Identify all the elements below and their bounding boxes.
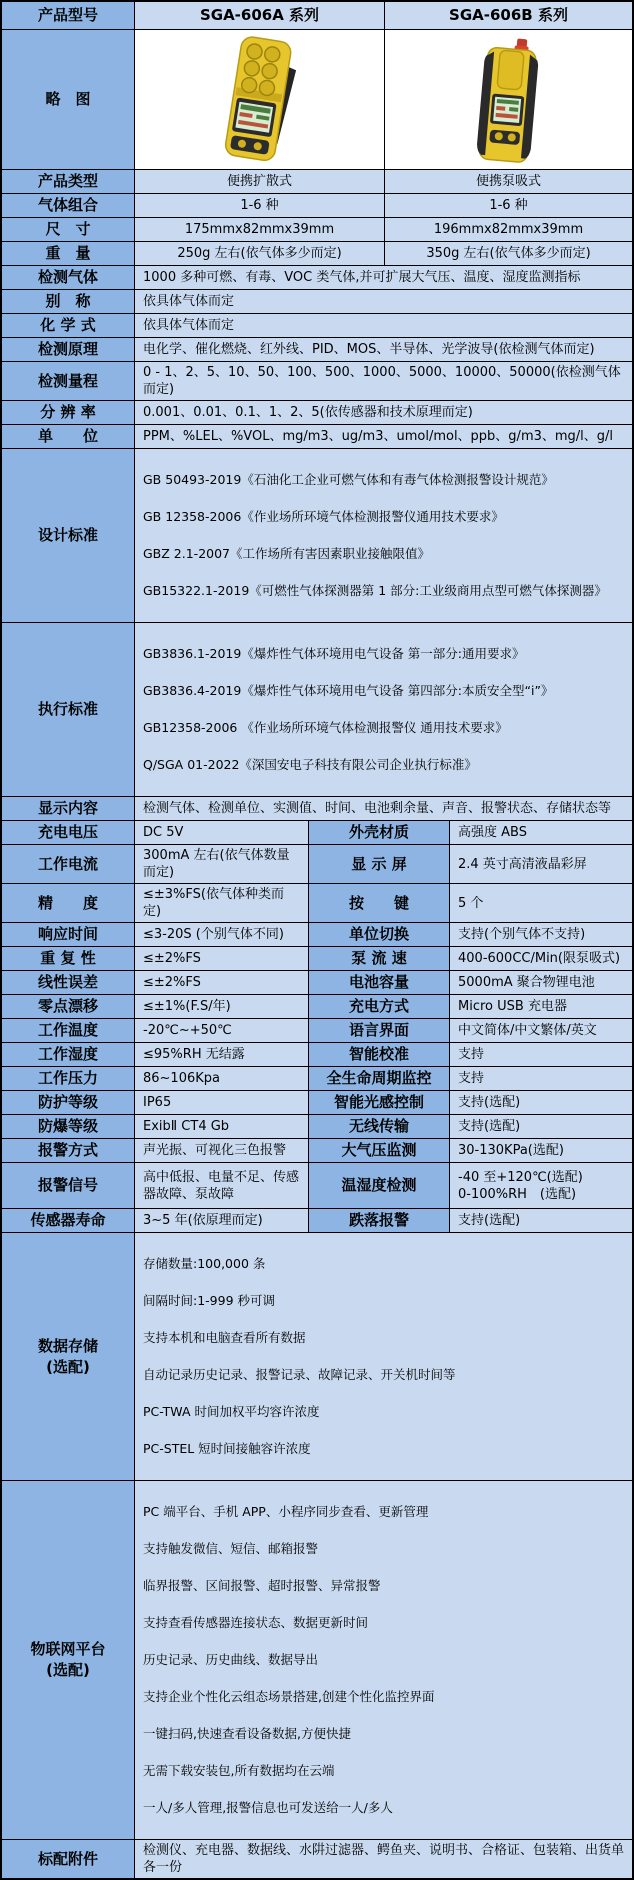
row-label-2: 全生命周期监控 [309, 1067, 450, 1090]
series-a-title: SGA-606A 系列 [135, 2, 385, 29]
row-label-2: 泵 流 速 [309, 947, 450, 970]
row-value: ≤±3%FS(依气体种类而定) [135, 884, 309, 922]
table-row-sensor-life [2, 1209, 632, 1233]
row-label: 检测量程 [2, 362, 135, 400]
row-value: 高中低报、电量不足、传感器故障、泵故障 [135, 1163, 309, 1208]
row-value-2: -40 至+120℃(选配) 0-100%RH (选配) [450, 1163, 632, 1208]
row-label-2: 外壳材质 [309, 821, 450, 844]
row-label-2: 按 键 [309, 884, 450, 922]
row-value: 1000 多种可燃、有毒、VOC 类气体,并可扩展大气压、温度、湿度监测指标 [135, 266, 632, 289]
row-label: 传感器寿命 [2, 1209, 135, 1232]
standard-line: GB15322.1-2019《可燃性气体探测器第 1 部分:工业级商用点型可燃气体探测器》 [143, 583, 607, 598]
feature-line: 一人/多人管理,报警信息也可发送给一人/多人 [143, 1800, 393, 1815]
table-row-explosionproof-rating [2, 1115, 632, 1139]
table-row-gas-combination [2, 194, 632, 218]
value-a: 1-6 种 [135, 194, 385, 217]
row-value: 电化学、催化燃烧、红外线、PID、MOS、半导体、光学波导(依检测气体而定) [135, 338, 632, 361]
row-label: 略 图 [2, 30, 135, 169]
row-label: 重 量 [2, 242, 135, 265]
row-value: PPM、%LEL、%VOL、mg/m3、ug/m3、umol/mol、ppb、g/m3、mg/l、g/l [135, 425, 632, 448]
row-value: ≤±1%(F.S/年) [135, 995, 309, 1018]
standard-line: GB3836.4-2019《爆炸性气体环境用电气设备 第四部分:本质安全型“i”》 [143, 683, 554, 698]
row-value: ExibⅡ CT4 Gb [135, 1115, 309, 1138]
row-label: 单 位 [2, 425, 135, 448]
series-b-title: SGA-606B 系列 [385, 2, 632, 29]
row-value-2: 支持(选配) [450, 1115, 632, 1138]
row-label: 显示内容 [2, 797, 135, 820]
table-row-protection-rating [2, 1091, 632, 1115]
table-row-alias [2, 290, 632, 314]
row-label: 气体组合 [2, 194, 135, 217]
standard-line: GB3836.1-2019《爆炸性气体环境用电气设备 第一部分:通用要求》 [143, 646, 525, 661]
feature-line: 间隔时间:1-999 秒可调 [143, 1293, 276, 1308]
sga-606a-device-illustration [185, 33, 335, 167]
value-a: 175mmx82mmx39mm [135, 218, 385, 241]
feature-line: 自动记录历史记录、报警记录、故障记录、开关机时间等 [143, 1367, 456, 1382]
design-standard-list [135, 449, 632, 622]
table-row-response-time [2, 923, 632, 947]
row-label-2: 显 示 屏 [309, 845, 450, 883]
row-value: DC 5V [135, 821, 309, 844]
row-value: -20℃~+50℃ [135, 1019, 309, 1042]
table-row-dimensions [2, 218, 632, 242]
table-row-zero-drift [2, 995, 632, 1019]
table-row-detect-range [2, 362, 632, 401]
row-value: 86~106Kpa [135, 1067, 309, 1090]
row-label: 充电电压 [2, 821, 135, 844]
row-label: 标配附件 [2, 1840, 135, 1878]
row-label-2: 智能校准 [309, 1043, 450, 1066]
row-label: 线性误差 [2, 971, 135, 994]
table-row-units [2, 425, 632, 449]
table-row-resolution [2, 401, 632, 425]
row-label-2: 温湿度检测 [309, 1163, 450, 1208]
row-label-2: 单位切换 [309, 923, 450, 946]
row-label: 别 称 [2, 290, 135, 313]
table-row-alarm-mode [2, 1139, 632, 1163]
row-value-2: 30-130KPa(选配) [450, 1139, 632, 1162]
table-row-weight [2, 242, 632, 266]
row-value-2: 中文简体/中文繁体/英文 [450, 1019, 632, 1042]
value-a: 便携扩散式 [135, 170, 385, 193]
row-label-2: 无线传输 [309, 1115, 450, 1138]
row-value: ≤95%RH 无结露 [135, 1043, 309, 1066]
row-value-2: 高强度 ABS [450, 821, 632, 844]
row-value-2: 支持(选配) [450, 1091, 632, 1114]
standard-line: GBZ 2.1-2007《工作场所有害因素职业接触限值》 [143, 546, 431, 561]
row-label: 数据存储 (选配) [2, 1233, 135, 1480]
row-label-2: 智能光感控制 [309, 1091, 450, 1114]
row-value: ≤±2%FS [135, 947, 309, 970]
value-a: 250g 左右(依气体多少而定) [135, 242, 385, 265]
row-value-2: 400-600CC/Min(限泵吸式) [450, 947, 632, 970]
row-value-2: 支持(选配) [450, 1209, 632, 1232]
row-label-2: 大气压监测 [309, 1139, 450, 1162]
row-value-2: Micro USB 充电器 [450, 995, 632, 1018]
row-label: 零点漂移 [2, 995, 135, 1018]
row-label-2: 充电方式 [309, 995, 450, 1018]
row-value: 0.001、0.01、0.1、1、2、5(依传感器和技术原理而定) [135, 401, 632, 424]
table-row-design-standard [2, 449, 632, 623]
product-image-sga-606a [135, 30, 385, 169]
table-row-charge-voltage [2, 821, 632, 845]
standard-line: GB12358-2006 《作业场所环境气体检测报警仪 通用技术要求》 [143, 720, 508, 735]
feature-line: 无需下载安装包,所有数据均在云端 [143, 1763, 335, 1778]
table-row-detect-gas [2, 266, 632, 290]
table-row-data-storage [2, 1233, 632, 1481]
row-label: 防爆等级 [2, 1115, 135, 1138]
data-storage-list [135, 1233, 632, 1480]
table-row-repeatability [2, 947, 632, 971]
feature-line: 临界报警、区间报警、超时报警、异常报警 [143, 1578, 381, 1593]
row-label: 重 复 性 [2, 947, 135, 970]
row-value: 声光振、可视化三色报警 [135, 1139, 309, 1162]
row-label: 产品型号 [2, 2, 135, 29]
value-b: 便携泵吸式 [385, 170, 632, 193]
row-value: 依具体气体而定 [135, 290, 632, 313]
standard-line: GB 12358-2006《作业场所环境气体检测报警仪通用技术要求》 [143, 509, 504, 524]
sga-606b-device-illustration [434, 33, 584, 167]
row-label-2: 跌落报警 [309, 1209, 450, 1232]
table-row-accuracy [2, 884, 632, 923]
exec-standard-list [135, 623, 632, 796]
feature-line: 支持本机和电脑查看所有数据 [143, 1330, 306, 1345]
table-row-alarm-signal [2, 1163, 632, 1209]
row-label: 防护等级 [2, 1091, 135, 1114]
feature-line: PC 端平台、手机 APP、小程序同步查看、更新管理 [143, 1504, 429, 1519]
row-label: 执行标准 [2, 623, 135, 796]
row-label: 物联网平台 (选配) [2, 1481, 135, 1839]
value-b: 196mmx82mmx39mm [385, 218, 632, 241]
row-value-2: 5000mA 聚合物锂电池 [450, 971, 632, 994]
table-row-product-model [2, 2, 632, 30]
table-row-chemical-formula [2, 314, 632, 338]
row-value: ≤±2%FS [135, 971, 309, 994]
row-value: IP65 [135, 1091, 309, 1114]
row-value: 0 - 1、2、5、10、50、100、500、1000、5000、10000、50000(依检测气体而定) [135, 362, 632, 400]
iot-platform-list [135, 1481, 632, 1839]
row-label: 报警信号 [2, 1163, 135, 1208]
row-label: 报警方式 [2, 1139, 135, 1162]
row-value-2: 2.4 英寸高清液晶彩屏 [450, 845, 632, 883]
row-value: 检测仪、充电器、数据线、水阱过滤器、鳄鱼夹、说明书、合格证、包装箱、出货单各一份 [135, 1840, 632, 1878]
feature-line: PC-STEL 短时间接触容许浓度 [143, 1441, 311, 1456]
standard-line: Q/SGA 01-2022《深国安电子科技有限公司企业执行标准》 [143, 757, 477, 772]
table-row-working-humidity [2, 1043, 632, 1067]
row-label: 设计标准 [2, 449, 135, 622]
table-row-display-content [2, 797, 632, 821]
row-value-2: 5 个 [450, 884, 632, 922]
feature-line: 历史记录、历史曲线、数据导出 [143, 1652, 319, 1667]
table-row-working-pressure [2, 1067, 632, 1091]
feature-line: PC-TWA 时间加权平均容许浓度 [143, 1404, 320, 1419]
value-b: 1-6 种 [385, 194, 632, 217]
row-value: 依具体气体而定 [135, 314, 632, 337]
table-row-product-type [2, 170, 632, 194]
row-value-2: 支持 [450, 1043, 632, 1066]
feature-line: 一键扫码,快速查看设备数据,方便快捷 [143, 1726, 351, 1741]
feature-line: 支持查看传感器连接状态、数据更新时间 [143, 1615, 369, 1630]
value-b: 350g 左右(依气体多少而定) [385, 242, 632, 265]
row-label: 分 辨 率 [2, 401, 135, 424]
row-label: 检测气体 [2, 266, 135, 289]
row-label: 检测原理 [2, 338, 135, 361]
feature-line: 支持触发微信、短信、邮箱报警 [143, 1541, 319, 1556]
table-row-sketch [2, 30, 632, 170]
table-row-exec-standard [2, 623, 632, 797]
product-image-sga-606b [385, 30, 632, 169]
row-label: 工作电流 [2, 845, 135, 883]
standard-line: GB 50493-2019《石油化工企业可燃气体和有毒气体检测报警设计规范》 [143, 472, 554, 487]
row-label: 尺 寸 [2, 218, 135, 241]
row-label-2: 电池容量 [309, 971, 450, 994]
row-value: 3~5 年(依原理而定) [135, 1209, 309, 1232]
feature-line: 存储数量:100,000 条 [143, 1256, 266, 1271]
table-row-working-current [2, 845, 632, 884]
row-label: 响应时间 [2, 923, 135, 946]
table-row-linearity-error [2, 971, 632, 995]
row-value-2: 支持 [450, 1067, 632, 1090]
feature-line: 支持企业个性化云组态场景搭建,创建个性化监控界面 [143, 1689, 435, 1704]
row-label: 精 度 [2, 884, 135, 922]
table-row-working-temperature [2, 1019, 632, 1043]
row-label: 产品类型 [2, 170, 135, 193]
table-row-detect-principle [2, 338, 632, 362]
row-value-2: 支持(个别气体不支持) [450, 923, 632, 946]
table-row-iot-platform [2, 1481, 632, 1840]
row-label-2: 语言界面 [309, 1019, 450, 1042]
row-label: 化 学 式 [2, 314, 135, 337]
table-row-accessories [2, 1840, 632, 1878]
row-label: 工作压力 [2, 1067, 135, 1090]
row-value: ≤3-20S (个别气体不同) [135, 923, 309, 946]
row-label: 工作温度 [2, 1019, 135, 1042]
row-value: 300mA 左右(依气体数量而定) [135, 845, 309, 883]
row-label: 工作湿度 [2, 1043, 135, 1066]
row-value: 检测气体、检测单位、实测值、时间、电池剩余量、声音、报警状态、存储状态等 [135, 797, 632, 820]
